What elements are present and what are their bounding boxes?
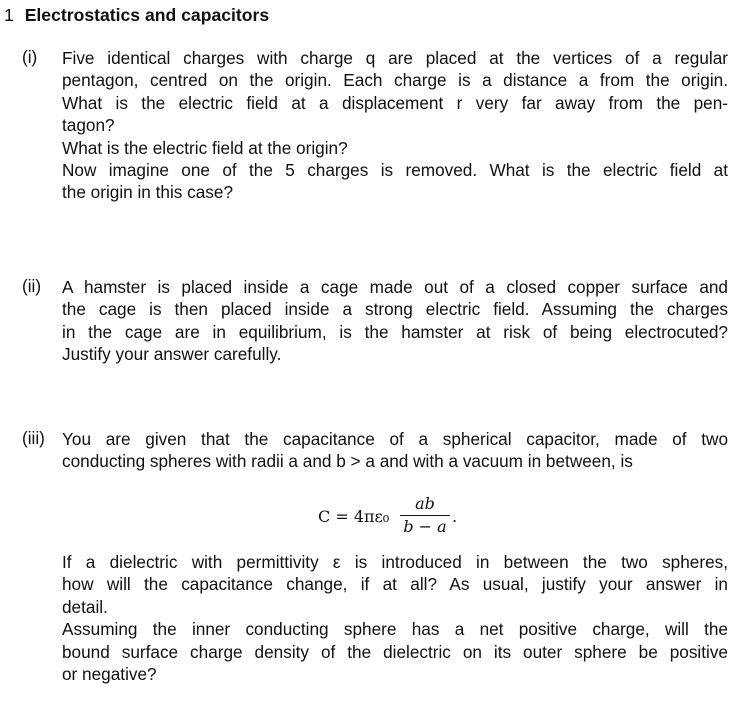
text-line: You are given that the capacitance of a spherical capacitor, made of two <box>62 429 728 449</box>
text-line: detail. <box>62 596 108 617</box>
question-label: (i) <box>22 47 38 67</box>
question-ii <box>22 276 728 366</box>
section-heading <box>4 5 269 26</box>
text-line: What is the electric field at a displacement r very far away from the pen- <box>62 92 728 113</box>
formula-fraction <box>400 494 450 537</box>
text-line: bound surface charge density of the dielectric on its outer sphere be positive <box>62 641 728 662</box>
capacitance-formula <box>318 494 498 540</box>
question-text <box>62 428 728 473</box>
question-text-after <box>62 551 728 685</box>
section-title: Electrostatics and capacitors <box>24 5 270 25</box>
text-line: What is the electric field at the origin? <box>62 137 348 158</box>
text-line: or negative? <box>62 664 157 685</box>
section-number: 1 <box>4 5 14 25</box>
question-text <box>62 47 728 204</box>
formula-numerator: ab <box>415 494 435 513</box>
text-line: the origin in this case? <box>62 182 234 203</box>
text-line: Now imagine one of the 5 charges is removed. What is the electric field at <box>62 160 728 181</box>
text-line: Assuming the inner conducting sphere has a net positive charge, will the <box>62 619 728 640</box>
text-line: how will the capacitance change, if at all? As usual, justify your answer in <box>62 574 728 595</box>
text-line: tagon? <box>62 115 115 136</box>
question-text <box>62 276 728 366</box>
question-i <box>22 47 728 204</box>
formula-denominator: b − a <box>403 517 447 536</box>
formula-trail: . <box>452 507 458 526</box>
text-line: Five identical charges with charge q are placed at the vertices of a regular <box>62 48 728 68</box>
text-line: pentagon, centred on the origin. Each charge is a distance a from the origin. <box>62 70 728 91</box>
text-line: A hamster is placed inside a cage made out of a closed copper surface and <box>62 277 728 297</box>
fraction-bar <box>400 515 450 516</box>
question-label: (iii) <box>22 428 45 448</box>
text-line: conducting spheres with radii a and b > a and with a vacuum in between, is <box>62 451 633 472</box>
text-line: the cage is then placed inside a strong electric field. Assuming the charges <box>62 299 728 320</box>
formula-lhs: C = 4πε₀ <box>318 507 390 526</box>
text-line: Justify your answer carefully. <box>62 344 282 365</box>
question-label: (ii) <box>22 276 42 296</box>
text-line: If a dielectric with permittivity ε is introduced in between the two spheres, <box>62 552 728 572</box>
text-line: in the cage are in equilibrium, is the hamster at risk of being electrocuted? <box>62 321 728 342</box>
